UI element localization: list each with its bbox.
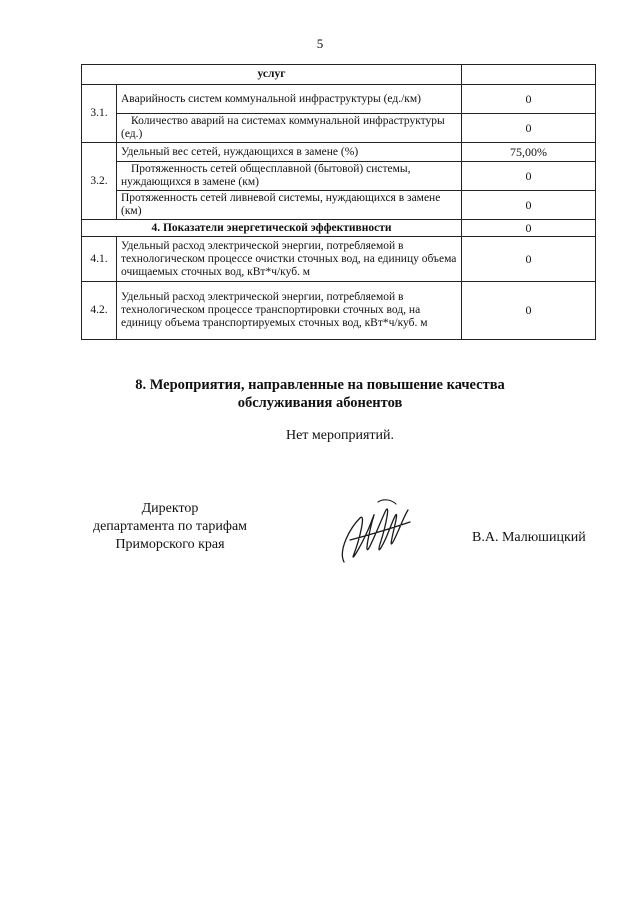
signatory-title — [72, 500, 268, 554]
indicator-value: 0 — [462, 162, 596, 191]
indicator-description: Удельный вес сетей, нуждающихся в замене (%) — [117, 143, 462, 162]
row-number: 3.1. — [82, 85, 117, 143]
indicator-description: Протяженность сетей ливневой системы, нуждающихся в замене (км) — [117, 191, 462, 220]
indicators-table — [81, 64, 596, 340]
page-number: 5 — [316, 36, 324, 51]
indicator-description: Аварийность систем коммунальной инфраструктуры (ед./км) — [117, 85, 462, 114]
indicator-value: 0 — [462, 114, 596, 143]
signatory-title-line3: Приморского края — [115, 537, 225, 552]
no-measures-text: Нет мероприятий. — [285, 428, 395, 443]
section-4-title: 4. Показатели энергетической эффективности — [82, 220, 462, 237]
signatory-title-line2: департамента по тарифам — [92, 519, 248, 534]
table-row — [82, 65, 596, 85]
indicator-value: 0 — [462, 220, 596, 237]
indicator-description: Удельный расход электрической энергии, потребляемой в технологическом процессе транспортировки сточных вод, на единицу объема транспортируемых сточных вод, кВт*ч/куб. м — [117, 282, 462, 340]
table-row — [82, 237, 596, 282]
indicator-value: 0 — [462, 282, 596, 340]
table-row — [82, 220, 596, 237]
indicator-value: 0 — [462, 237, 596, 282]
indicator-value: 75,00% — [462, 143, 596, 162]
table-header-label: услуг — [82, 65, 462, 85]
table-row — [82, 85, 596, 114]
indicator-value: 0 — [462, 191, 596, 220]
signatory-title-line1: Директор — [141, 501, 199, 516]
row-number: 4.2. — [82, 282, 117, 340]
signatory-name: В.А. Малюшицкий — [472, 530, 586, 545]
handwritten-signature — [330, 492, 420, 572]
indicator-description: Удельный расход электрической энергии, потребляемой в технологическом процессе очистки сточных вод, на единицу объема очищаемых сточных вод, кВт*ч/куб. м — [117, 237, 462, 282]
indicator-description: Протяженность сетей общесплавной (бытовой) системы, нуждающихся в замене (км) — [117, 162, 462, 191]
table-cell-value — [462, 65, 596, 85]
section-8-heading-line1: 8. Мероприятия, направленные на повышение качества — [135, 377, 505, 393]
table-row — [82, 282, 596, 340]
table-row — [82, 114, 596, 143]
indicator-description: Количество аварий на системах коммунальной инфраструктуры (ед.) — [117, 114, 462, 143]
table-row — [82, 162, 596, 191]
row-number: 4.1. — [82, 237, 117, 282]
table-row — [82, 191, 596, 220]
row-number: 3.2. — [82, 143, 117, 220]
table-row — [82, 143, 596, 162]
indicator-value: 0 — [462, 85, 596, 114]
section-8-heading-line2: обслуживания абонентов — [237, 395, 403, 411]
section-8-heading — [0, 376, 640, 412]
